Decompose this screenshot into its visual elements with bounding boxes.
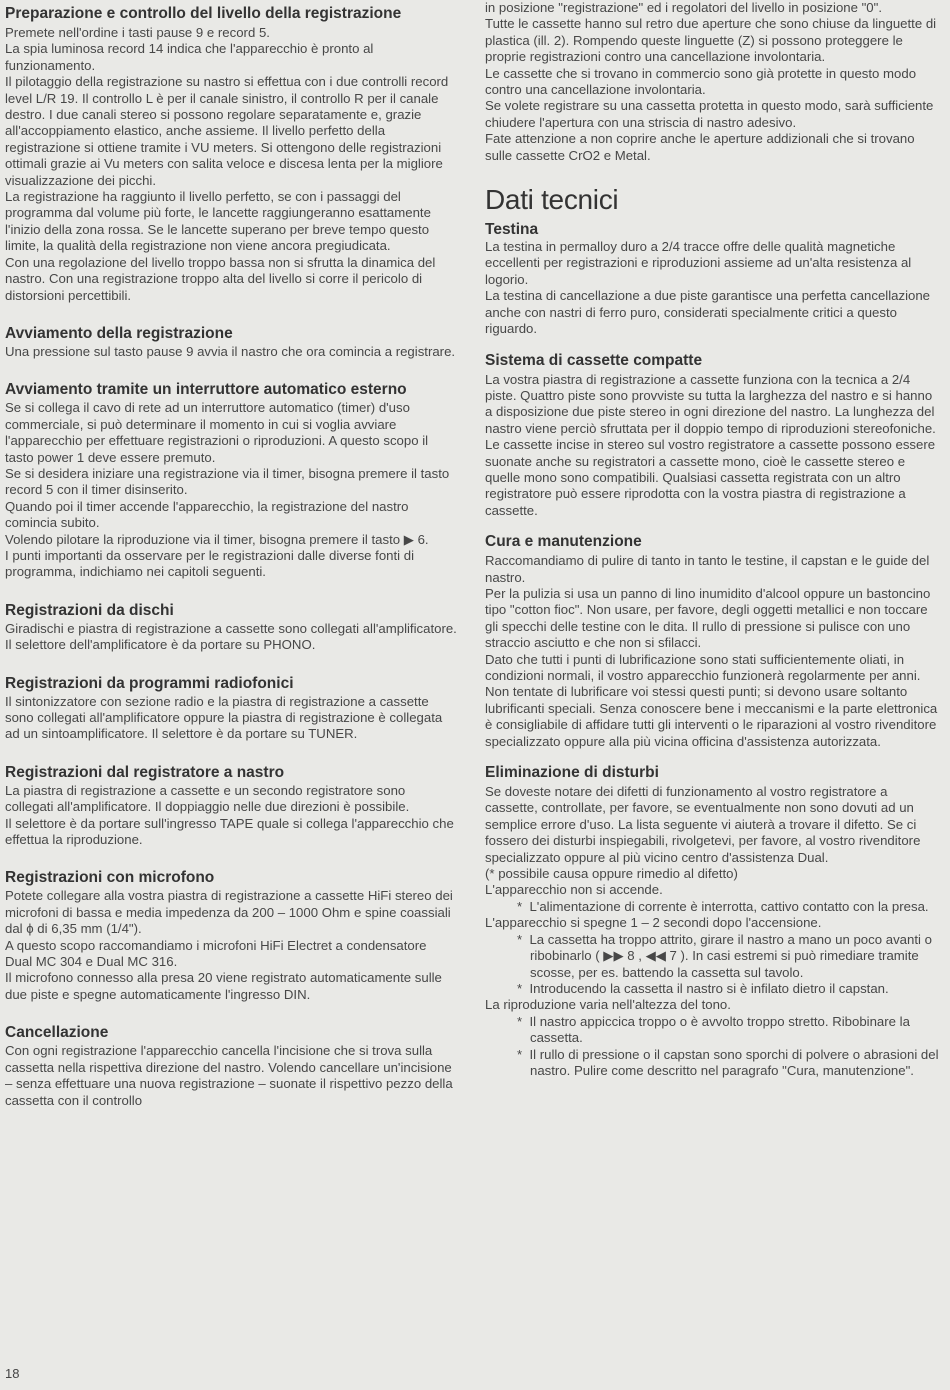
- cause-text: L'alimentazione di corrente è interrotta, cattivo contatto con la presa.: [529, 898, 929, 914]
- paragraph: Il selettore è da portare sull'ingresso TAPE quale si collega l'apparecchio che effettua la riproduzione.: [5, 815, 454, 848]
- paragraph: La vostra piastra di registrazione a cassette funziona con la tecnica a 2/4 piste. Quattro piste sono provviste su tutta la larghezza del nastro e si hanno a disposizione due piste stereo in ogni direzione del nastro. La lunghezza del nastro viene perciò sfruttata per il doppio tempo di riproduzioni stereofoniche.: [485, 371, 936, 436]
- heading-timer: Avviamento tramite un interruttore automatico esterno: [5, 381, 407, 399]
- paragraph: La testina di cancellazione a due piste garantisce una perfetta cancellazione anche con nastri di ferro puro, considerati specialmente critici a questo riguardo.: [485, 288, 931, 337]
- paragraph: Potete collegare alla vostra piastra di registrazione a cassette HiFi stereo dei microfoni di bassa e media impedenza da 200 – 1000 Ohm e spine coassiali dal ϕ di 6,35 mm (1/4").: [5, 888, 453, 937]
- problem-item: La riproduzione varia nell'altezza del tono.: [485, 997, 731, 1013]
- paragraph: La registrazione ha raggiunto il livello perfetto, se con i passaggi del programma dal volume più forte, le lancette raggiungeranno esattamente l'inizio della zona rossa. Se le lancette superano per breve tempo questo limite, la qualità della registrazione non viene ancora pregiudicata.: [5, 189, 431, 254]
- paragraph: Se si collega il cavo di rete ad un interruttore automatico (timer) d'uso commerciale, si può determinare il momento in cui si voglia avviare l'apparecchio per effettuare registrazioni o riproduzioni. A questo scopo il tasto power 1 deve essere premuto.: [5, 400, 429, 465]
- paragraph: La piastra di registrazione a cassette e un secondo registratore sono collegati all'amplificatore. Il doppiaggio nelle due direzioni è possibile.: [5, 782, 410, 815]
- paragraph: Dato che tutti i punti di lubrificazione sono stati sufficientemente oliati, in condizioni normali, il vostro apparecchio funzionerà regolarmente per anni. Non tentate di lubrificare voi stessi questi punti; si devono usare soltanto lubrificanti speciali. Senza conoscere bene i meccanismi e la parte elettronica è consigliabile di affidare tutti gli interventi o le riparazioni al vostro rivenditore specializzato oppure alla più vicina officina d'assistenza autorizzata.: [485, 651, 938, 749]
- paragraph: in posizione "registrazione" ed i regolatori del livello in posizione "0".: [485, 0, 882, 15]
- paragraph: Se volete registrare su una cassetta protetta in questo modo, sarà sufficiente chiudere l'apertura con una striscia di nastro adesivo.: [485, 98, 934, 130]
- paragraph: A questo scopo raccomandiamo i microfoni HiFi Electret a condensatore Dual MC 304 e Dual MC 316.: [5, 937, 427, 970]
- paragraph: Fate attenzione a non coprire anche le aperture addizionali che si trovano sulle cassette CrO2 e Metal.: [485, 131, 915, 163]
- left-column: [5, 0, 457, 1109]
- heading-sistema: Sistema di cassette compatte: [485, 351, 703, 369]
- paragraph: Una pressione sul tasto pause 9 avvia il nastro che ora comincia a registrare.: [5, 343, 456, 359]
- paragraph: Se doveste notare dei difetti di funzionamento al vostro registratore a cassette, controllate, per favore, se eventualmente non sono dovuti ad un semplice errore d'uso. La lista seguente vi aiuterà a trovare il difetto. Se ci fossero dei disturbi inspiegabili, rivolgetevi, per favore, al vostro rivenditore specializzato oppure al più vicino centro d'assistenza Dual.: [485, 784, 921, 865]
- paragraph: Il sintonizzatore con sezione radio e la piastra di registrazione a cassette sono collegati all'amplificatore oppure la piastra di registrazione è collegata ad un sintoamplificatore. Il selettore è da portare su TUNER.: [5, 693, 443, 742]
- heading-cancellazione: Cancellazione: [5, 1024, 109, 1042]
- paragraph: Tutte le cassette hanno sul retro due aperture che sono chiuse da linguette di plastica (ill. 2). Rompendo queste linguette (Z) si possono proteggere le proprie registrazioni contro una cancellazione involontaria.: [485, 16, 937, 65]
- page-title: Dati tecnici: [485, 184, 619, 216]
- cause-item: * L'alimentazione di corrente è interrotta, cattivo contatto con la presa.: [517, 898, 929, 914]
- legend-note: (* possibile causa oppure rimedio al difetto): [485, 866, 738, 882]
- page-number: 18: [5, 1366, 20, 1381]
- heading-radio: Registrazioni da programmi radiofonici: [5, 674, 294, 692]
- paragraph: Con ogni registrazione l'apparecchio cancella l'incisione che si trova sulla cassetta nella rispettiva direzione del nastro. Volendo cancellare un'incisione – senza effettuare una nuova registrazione – suonate il rispettivo pezzo della cassetta con il controllo: [5, 1043, 453, 1108]
- problem-item: L'apparecchio si spegne 1 – 2 secondi dopo l'accensione.: [485, 915, 822, 931]
- paragraph: Con una regolazione del livello troppo bassa non si sfrutta la dinamica del nastro. Con una registrazione troppo alta del livello si corre il pericolo di distorsioni percettibili.: [5, 254, 436, 303]
- paragraph: Il microfono connesso alla presa 20 viene registrato automaticamente sulle due piste e spegne automaticamente l'ingresso DIN.: [5, 970, 442, 1002]
- heading-testina: Testina: [485, 221, 539, 239]
- paragraph: Quando poi il timer accende l'apparecchio, la registrazione del nastro comincia subito.: [5, 498, 409, 531]
- heading-disturbi: Eliminazione di disturbi: [485, 764, 659, 782]
- heading-avviamento: Avviamento della registrazione: [5, 324, 233, 342]
- cause-item: * Introducendo la cassetta il nastro si è infilato dietro il capstan.: [517, 980, 889, 996]
- paragraph: Le cassette incise in stereo sul vostro registratore a cassette possono essere suonate anche su registratori a cassette mono, cioè le cassette stereo e quelle mono sono compatibili. Qualsiasi cassetta registrata con un altro registratore può essere riprodotta con la vostra piastra di registrazione a cassette.: [485, 437, 936, 518]
- paragraph: Se si desidera iniziare una registrazione via il timer, bisogna premere il tasto record 5 con il timer disinserito.: [5, 465, 450, 498]
- paragraph: La testina in permalloy duro a 2/4 tracce offre delle qualità magnetiche eccellenti per registrazioni e riproduzioni assieme ad un'alta resistenza al logorio.: [485, 239, 912, 287]
- cause-text: La cassetta ha troppo attrito, girare il nastro a mano un poco avanti o ribobinarlo ( ▶▶ 8 , ◀◀ 7 ). In casi estremi si può rimediare tramite scosse, per es. battendo la cassetta sul tavolo.: [529, 931, 932, 980]
- cause-text: Introducendo la cassetta il nastro si è infilato dietro il capstan.: [529, 980, 889, 996]
- paragraph: I punti importanti da osservare per le registrazioni dalle diverse fonti di programma, indichiamo nei capitoli seguenti.: [5, 547, 415, 580]
- paragraph: Raccomandiamo di pulire di tanto in tanto le testine, il capstan e le guide del nastro.: [485, 553, 930, 585]
- paragraph: Volendo pilotare la riproduzione via il timer, bisogna premere il tasto ▶ 6.: [5, 531, 429, 547]
- paragraph: Le cassette che si trovano in commercio sono già protette in questo modo contro una cancellazione involontaria.: [485, 65, 917, 98]
- heading-cura: Cura e manutenzione: [485, 533, 642, 551]
- heading-preparazione: Preparazione e controllo del livello della registrazione: [5, 5, 402, 22]
- cause-item: * La cassetta ha troppo attrito, girare il nastro a mano un poco avanti o ribobinarlo ( ▶▶ 8 , ◀◀ 7 ). In casi estremi si può rimediare tramite scosse, per es. battendo la cassetta sul tavolo.: [517, 931, 932, 980]
- heading-dischi: Registrazioni da dischi: [5, 601, 174, 619]
- paragraph: Giradischi e piastra di registrazione a cassette sono collegati all'amplificatore. Il selettore dell'amplificatore è da portare su PHONO.: [5, 620, 457, 653]
- paragraph: Per la pulizia si usa un panno di lino inumidito d'alcool oppure un bastoncino tipo "cotton fioc". Non usare, per favore, degli oggetti metallici e non toccare gli specchi delle testine con le dita. Il rullo di pressione si pulisce con uno straccio asciutto e che non si sfilacci.: [485, 585, 931, 651]
- cause-item: * Il nastro appiccica troppo o è avvolto troppo stretto. Ribobinare la cassetta.: [517, 1013, 910, 1046]
- cause-text: Il rullo di pressione o il capstan sono sporchi di polvere o abrasioni del nastro. Pulire come descritto nel paragrafo "Cura, manutenzione".: [529, 1046, 939, 1078]
- heading-nastro: Registrazioni dal registratore a nastro: [5, 763, 285, 781]
- problem-item: L'apparecchio non si accende.: [485, 882, 663, 898]
- cause-item: * Il rullo di pressione o il capstan sono sporchi di polvere o abrasioni del nastro. Pulire come descritto nel paragrafo "Cura, manutenzione".: [517, 1046, 939, 1078]
- paragraph: Il pilotaggio della registrazione su nastro si effettua con i due controlli record level L/R 19. Il controllo L è per il canale sinistro, il controllo R per il canale destro. I due canali stereo si possono regolare separatamente e, grazie all'accoppiamento elastico, anche assieme. Il livello perfetto della registrazione si ottiene tramite i VU meters. Si ottengono delle registrazioni ottimali grazie ai Vu meters con salita veloce e discesa lenta per la migliore visualizzazione dei picchi.: [5, 74, 449, 188]
- paragraph: La spia luminosa record 14 indica che l'apparecchio è pronto al funzionamento.: [5, 41, 374, 73]
- paragraph: Premete nell'ordine i tasti pause 9 e record 5.: [5, 25, 270, 40]
- heading-microfono: Registrazioni con microfono: [5, 869, 215, 887]
- cause-text: Il nastro appiccica troppo o è avvolto troppo stretto. Ribobinare la cassetta.: [529, 1013, 910, 1046]
- right-column: [485, 0, 940, 1079]
